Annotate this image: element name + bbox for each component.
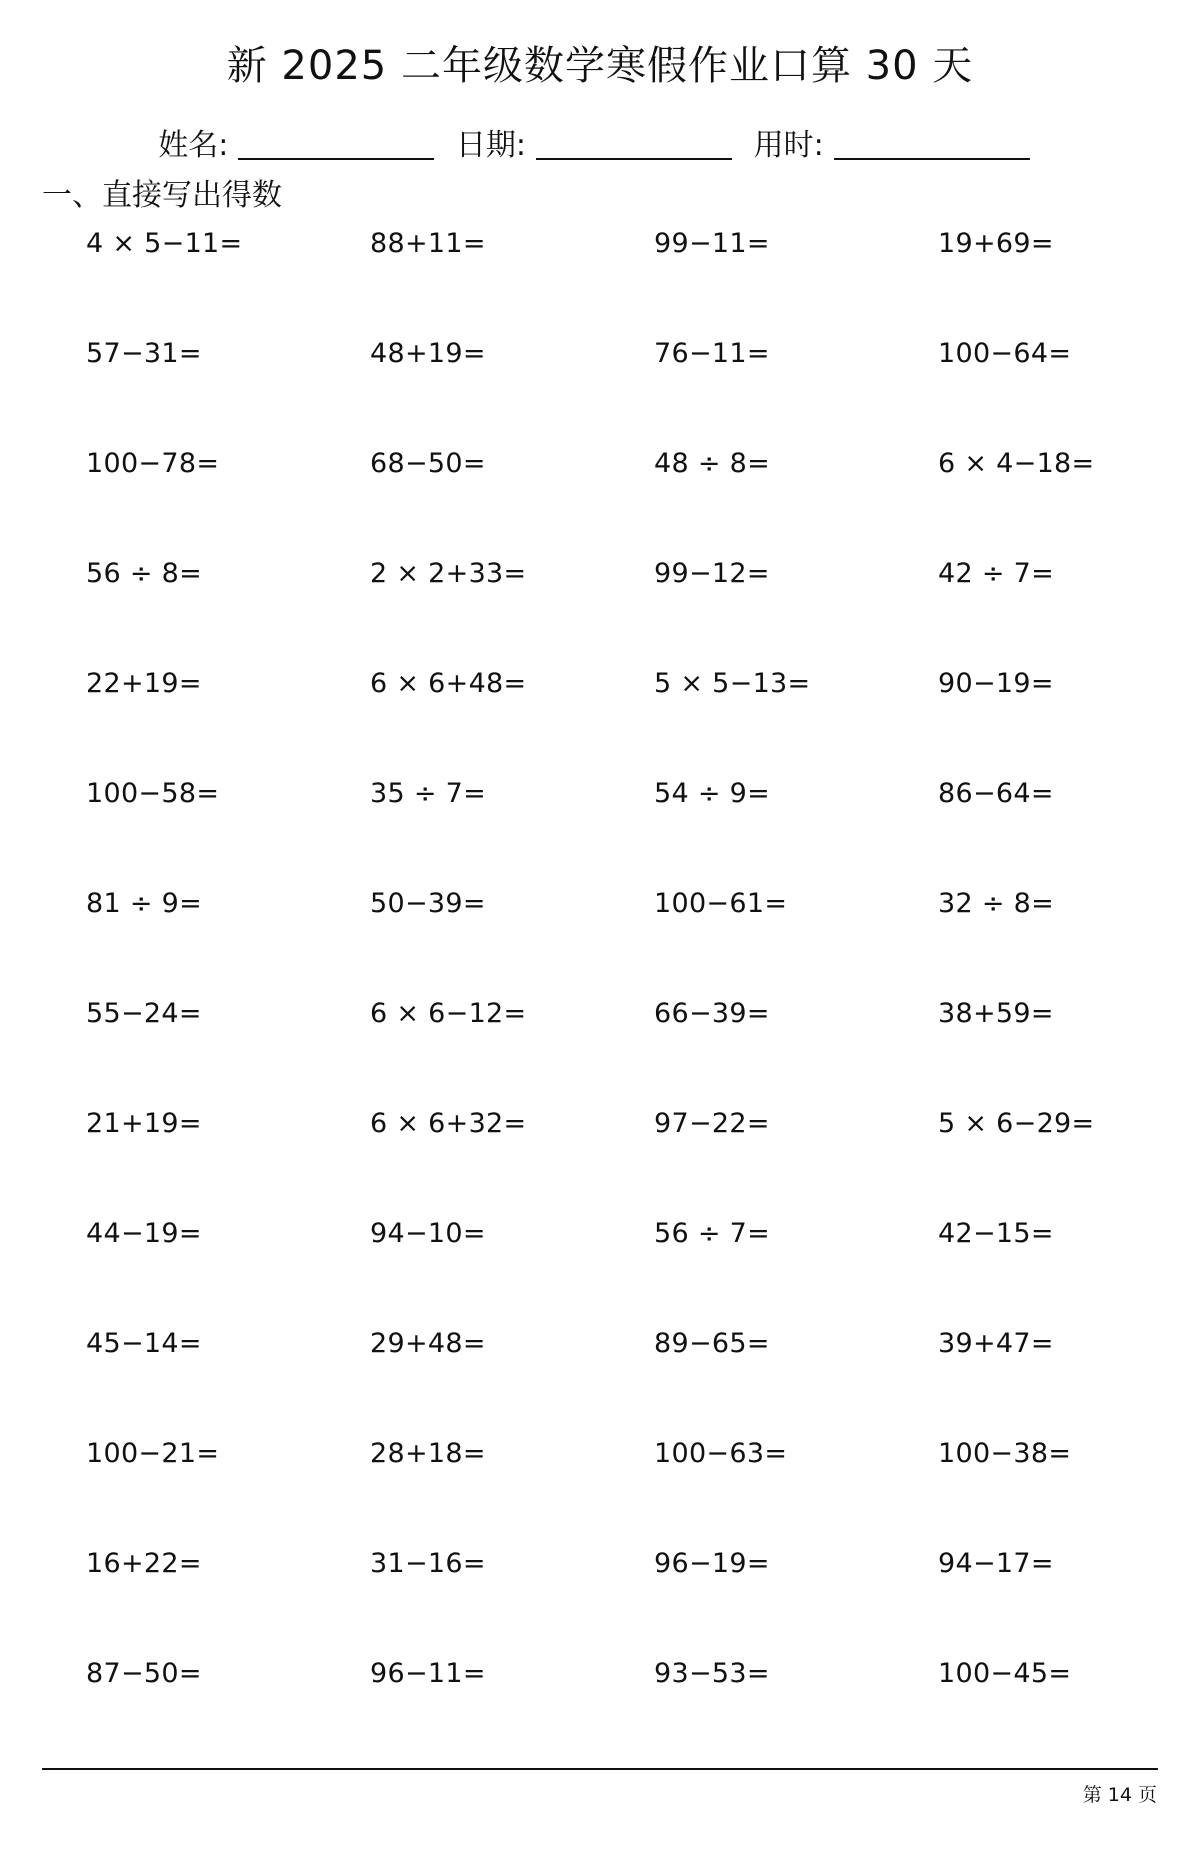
arithmetic-problem: 96−11=: [370, 1658, 486, 1689]
student-info-row: [0, 126, 1200, 166]
problem-grid: [86, 222, 1186, 1762]
arithmetic-problem: 56 ÷ 7=: [654, 1218, 771, 1249]
arithmetic-problem: 42 ÷ 7=: [938, 558, 1055, 589]
arithmetic-problem: 6 × 6−12=: [370, 998, 527, 1029]
date-label: 日期:: [455, 128, 527, 163]
arithmetic-problem: 68−50=: [370, 448, 486, 479]
arithmetic-problem: 44−19=: [86, 1218, 202, 1249]
time-label: 用时:: [753, 128, 824, 163]
arithmetic-problem: 6 × 6+32=: [370, 1108, 527, 1139]
arithmetic-problem: 90−19=: [938, 668, 1054, 699]
arithmetic-problem: 100−21=: [86, 1438, 220, 1469]
arithmetic-problem: 2 × 2+33=: [370, 558, 527, 589]
arithmetic-problem: 66−39=: [654, 998, 770, 1029]
arithmetic-problem: 5 × 6−29=: [938, 1108, 1095, 1139]
arithmetic-problem: 86−64=: [938, 778, 1054, 809]
arithmetic-problem: 99−11=: [654, 228, 770, 259]
arithmetic-problem: 100−61=: [654, 888, 788, 919]
arithmetic-problem: 100−58=: [86, 778, 220, 809]
arithmetic-problem: 100−38=: [938, 1438, 1072, 1469]
arithmetic-problem: 76−11=: [654, 338, 770, 369]
arithmetic-problem: 6 × 6+48=: [370, 668, 527, 699]
arithmetic-problem: 100−64=: [938, 338, 1072, 369]
arithmetic-problem: 100−45=: [938, 1658, 1072, 1689]
arithmetic-problem: 35 ÷ 7=: [370, 778, 487, 809]
arithmetic-problem: 29+48=: [370, 1328, 486, 1359]
arithmetic-problem: 94−17=: [938, 1548, 1054, 1579]
arithmetic-problem: 19+69=: [938, 228, 1054, 259]
arithmetic-problem: 54 ÷ 9=: [654, 778, 771, 809]
arithmetic-problem: 50−39=: [370, 888, 486, 919]
arithmetic-problem: 94−10=: [370, 1218, 486, 1249]
date-blank: [536, 128, 732, 160]
arithmetic-problem: 100−78=: [86, 448, 220, 479]
arithmetic-problem: 56 ÷ 8=: [86, 558, 203, 589]
arithmetic-problem: 57−31=: [86, 338, 202, 369]
arithmetic-problem: 97−22=: [654, 1108, 770, 1139]
arithmetic-problem: 4 × 5−11=: [86, 228, 243, 259]
arithmetic-problem: 21+19=: [86, 1108, 202, 1139]
arithmetic-problem: 81 ÷ 9=: [86, 888, 203, 919]
arithmetic-problem: 100−63=: [654, 1438, 788, 1469]
arithmetic-problem: 45−14=: [86, 1328, 202, 1359]
time-blank: [834, 128, 1030, 160]
arithmetic-problem: 5 × 5−13=: [654, 668, 811, 699]
arithmetic-problem: 16+22=: [86, 1548, 202, 1579]
arithmetic-problem: 96−19=: [654, 1548, 770, 1579]
arithmetic-problem: 32 ÷ 8=: [938, 888, 1055, 919]
section-heading: 一、直接写出得数: [42, 178, 282, 213]
arithmetic-problem: 39+47=: [938, 1328, 1054, 1359]
arithmetic-problem: 87−50=: [86, 1658, 202, 1689]
arithmetic-problem: 22+19=: [86, 668, 202, 699]
arithmetic-problem: 93−53=: [654, 1658, 770, 1689]
footer-divider: [42, 1768, 1158, 1770]
arithmetic-problem: 99−12=: [654, 558, 770, 589]
page-number: 第 14 页: [1082, 1784, 1157, 1806]
arithmetic-problem: 38+59=: [938, 998, 1054, 1029]
arithmetic-problem: 88+11=: [370, 228, 486, 259]
arithmetic-problem: 48 ÷ 8=: [654, 448, 771, 479]
arithmetic-problem: 31−16=: [370, 1548, 486, 1579]
worksheet-title: 新 2025 二年级数学寒假作业口算 30 天: [226, 43, 974, 89]
arithmetic-problem: 89−65=: [654, 1328, 770, 1359]
arithmetic-problem: 28+18=: [370, 1438, 486, 1469]
arithmetic-problem: 6 × 4−18=: [938, 448, 1095, 479]
arithmetic-problem: 42−15=: [938, 1218, 1054, 1249]
name-blank: [238, 128, 434, 160]
arithmetic-problem: 55−24=: [86, 998, 202, 1029]
arithmetic-problem: 48+19=: [370, 338, 486, 369]
name-label: 姓名:: [158, 128, 229, 163]
